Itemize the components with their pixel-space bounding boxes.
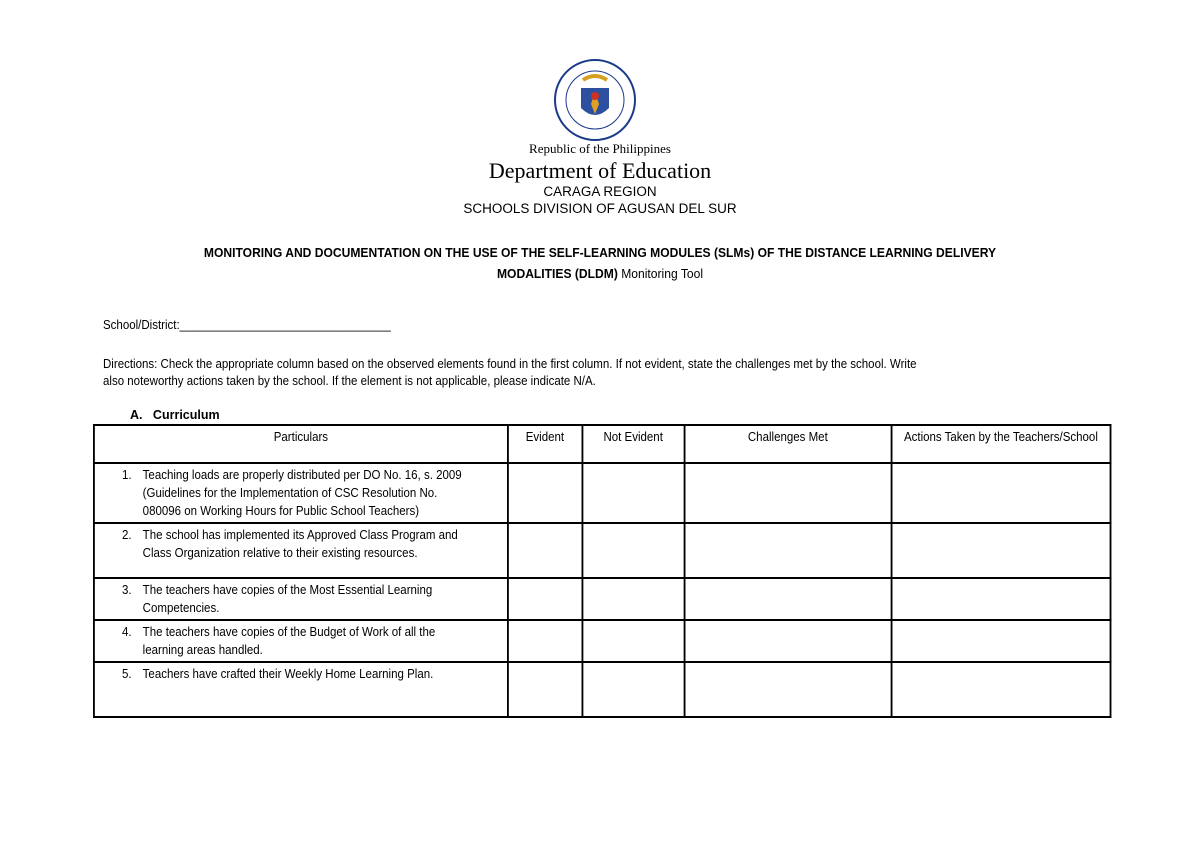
header-challenges-met: Challenges Met: [684, 425, 891, 463]
row-text: The school has implemented its Approved Class Program and Class Organization relative to their existing resources.: [142, 528, 458, 560]
actions-cell[interactable]: [891, 620, 1110, 662]
department-title: Department of Education: [488, 158, 712, 183]
not-evident-cell[interactable]: [582, 662, 684, 717]
header-particulars: Particulars: [94, 425, 508, 463]
header-actions-taken: Actions Taken by the Teachers/School: [891, 425, 1110, 463]
table-row: [94, 463, 1111, 523]
actions-cell[interactable]: [891, 662, 1110, 717]
republic-label: Republic of the Philippines: [529, 141, 671, 156]
header-evident: Evident: [508, 425, 582, 463]
table-row: [94, 523, 1111, 578]
row-number: 2.: [122, 528, 132, 542]
evident-cell[interactable]: [508, 523, 582, 578]
not-evident-cell[interactable]: [582, 578, 684, 620]
particular-cell: [94, 578, 508, 620]
directions: [103, 356, 917, 390]
region-label: CARAGA REGION: [543, 184, 657, 199]
row-text: The teachers have copies of the Most Essential Learning Competencies.: [142, 583, 433, 615]
challenges-cell[interactable]: [684, 662, 891, 717]
row-number: 5.: [122, 667, 132, 681]
deped-seal-logo: [553, 58, 637, 142]
row-text: Teachers have crafted their Weekly Home Learning Plan.: [142, 667, 434, 681]
table-row: [94, 662, 1111, 717]
actions-cell[interactable]: [891, 523, 1110, 578]
evident-cell[interactable]: [508, 578, 582, 620]
row-text: The teachers have copies of the Budget of Work of all the learning areas handled.: [142, 625, 436, 657]
table-header-row: [94, 425, 1111, 463]
actions-cell[interactable]: [891, 578, 1110, 620]
title-normal: Monitoring Tool: [617, 266, 704, 281]
table-row: [94, 620, 1111, 662]
row-number: 3.: [122, 583, 132, 597]
challenges-cell[interactable]: [684, 463, 891, 523]
challenges-cell[interactable]: [684, 523, 891, 578]
school-district-field[interactable]: School/District:_________________________________: [103, 318, 391, 332]
particular-cell: [94, 662, 508, 717]
challenges-cell[interactable]: [684, 578, 891, 620]
title-bold: MODALITIES (DLDM): [496, 266, 618, 281]
curriculum-table: [93, 424, 1111, 718]
document-title-line2: [42, 266, 1158, 281]
row-number: 1.: [122, 468, 132, 482]
particular-cell: [94, 463, 508, 523]
particular-cell: [94, 620, 508, 662]
evident-cell[interactable]: [508, 463, 582, 523]
section-letter: A.: [130, 408, 143, 422]
directions-line2: also noteworthy actions taken by the school. If the element is not applicable, please indicate N/A.: [103, 374, 596, 388]
division-label: SCHOOLS DIVISION OF AGUSAN DEL SUR: [463, 201, 737, 216]
not-evident-cell[interactable]: [582, 463, 684, 523]
not-evident-cell[interactable]: [582, 523, 684, 578]
document-title-line1: MONITORING AND DOCUMENTATION ON THE USE OF THE SELF-LEARNING MODULES (SLMs) OF THE DISTANCE LEARNING DELIVERY: [203, 245, 997, 260]
evident-cell[interactable]: [508, 662, 582, 717]
actions-cell[interactable]: [891, 463, 1110, 523]
challenges-cell[interactable]: [684, 620, 891, 662]
evident-cell[interactable]: [508, 620, 582, 662]
section-heading: [130, 408, 220, 422]
directions-line1: Directions: Check the appropriate column based on the observed elements found in the first column. If not evident, state the challenges met by the school. Write: [103, 357, 917, 371]
row-number: 4.: [122, 625, 132, 639]
particular-cell: [94, 523, 508, 578]
table-row: [94, 578, 1111, 620]
header-not-evident: Not Evident: [582, 425, 684, 463]
not-evident-cell[interactable]: [582, 620, 684, 662]
section-title: Curriculum: [152, 408, 220, 422]
row-text: Teaching loads are properly distributed per DO No. 16, s. 2009 (Guidelines for the Implementation of CSC Resolution No. 080096 on Working Hours for Public School Teachers): [142, 468, 462, 518]
